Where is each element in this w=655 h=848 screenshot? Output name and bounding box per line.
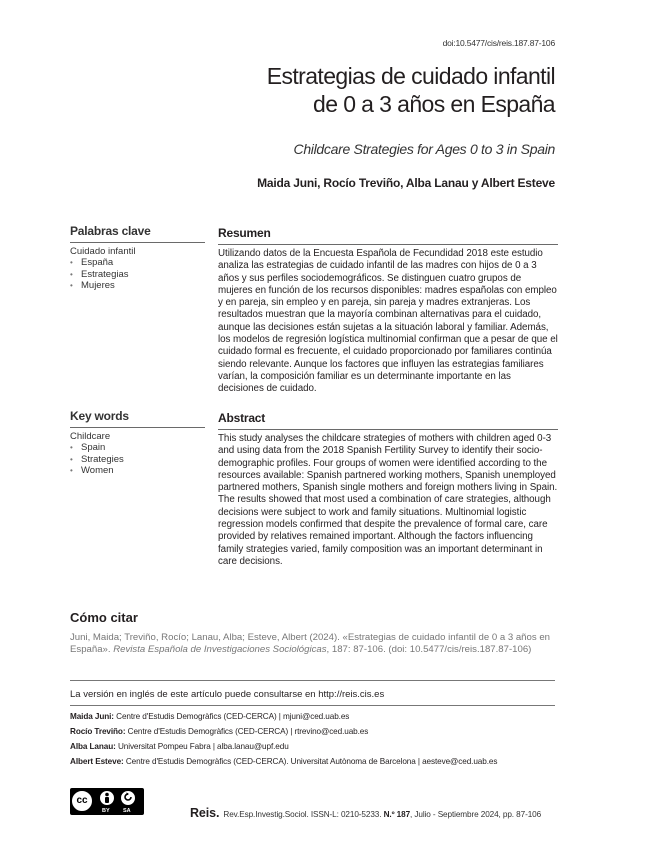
divider [218, 429, 558, 430]
affiliation [70, 712, 349, 721]
affiliation-detail: Universitat Pompeu Fabra | alba.lanau@upf.edu [117, 742, 289, 751]
affiliation-name: Maida Juni: [70, 712, 114, 721]
affiliation-detail: Centre d'Estudis Demogràfics (CED-CERCA). Universitat Autònoma de Barcelona | aesteve@ced.uab.es [125, 757, 498, 766]
affiliation [70, 757, 497, 766]
citation-text [70, 632, 560, 656]
journal-logo: Reis. [190, 806, 220, 820]
keyword-list [70, 257, 205, 292]
doi-label: doi:10.5477/cis/reis.187.87-106 [442, 38, 555, 48]
affiliation [70, 727, 368, 736]
affiliation-detail: Centre d'Estudis Demogràfics (CED-CERCA) | rtrevino@ced.uab.es [127, 727, 369, 736]
resumen-section [218, 226, 558, 396]
keyword: • España [70, 257, 205, 269]
sa-label: SA [123, 808, 131, 814]
keyword: • Spain [70, 442, 205, 454]
divider [70, 427, 205, 428]
title-line-1: Estrategias de cuidado infantil [266, 63, 555, 89]
resumen-heading: Resumen [218, 226, 271, 240]
abstract-text: This study analyses the childcare strategies of mothers with children aged 0-3 and using data from the 2018 Spanish Fertility Survey to identify their socio-demographic profiles. Four groups of women were identified according to the resources available: Spanish partnered working mothers, Spanish unemployed partnered mothers, Spanish single mothers and foreign mothers living in Spain. The results showed that most used a combination of care strategies, although decisions were subject to work and family situations. Multinomial logistic regression models confirmed that despite the prevalence of formal care, care provided by relatives remained important. Although the factors influencing family strategies varied, family composition was an important determinant in care decisions. [218, 433, 558, 567]
authors: Maida Juni, Rocío Treviño, Alba Lanau y Albert Esteve [257, 176, 555, 190]
key-words-section [70, 411, 205, 477]
keyword: Cuidado infantil [70, 245, 136, 257]
divider [218, 244, 558, 245]
citation-journal: Revista Española de Investigaciones Sociológicas [113, 644, 327, 656]
affiliation [70, 742, 289, 751]
affiliation-name: Rocío Treviño: [70, 727, 126, 736]
issue-dates: , Julio - Septiembre 2024, pp. 87-106 [410, 810, 542, 819]
citation-details: , 187: 87-106. (doi: 10.5477/cis/reis.187.87-106) [326, 644, 532, 656]
affiliation-detail: Centre d'Estudis Demogràfics (CED-CERCA) | mjuni@ced.uab.es [116, 712, 350, 721]
divider [70, 680, 555, 681]
abstract-section [218, 411, 558, 568]
keyword: • Estrategias [70, 269, 205, 281]
keyword: • Mujeres [70, 280, 205, 292]
keyword: • Strategies [70, 454, 205, 466]
palabras-clave-heading: Palabras clave [70, 224, 151, 238]
keyword: Childcare [70, 430, 111, 442]
by-label: BY [102, 808, 110, 814]
affiliation-name: Albert Esteve: [70, 757, 124, 766]
article-title [267, 62, 555, 118]
citation-authors-title: Juni, Maida; Treviño, Rocío; Lanau, Alba; Esteve, Albert (2024). «Estrategias de cuidado infantil de 0 a 3 años en España». [70, 632, 550, 656]
palabras-clave-section [70, 226, 205, 292]
divider [70, 705, 555, 706]
como-citar-heading: Cómo citar [70, 610, 138, 625]
title-line-2: de 0 a 3 años en España [313, 91, 555, 117]
journal-info: Rev.Esp.Investig.Sociol. ISSN-L: 0210-5233. [223, 810, 382, 819]
journal-footer [190, 806, 541, 820]
resumen-text: Utilizando datos de la Encuesta Española de Fecundidad 2018 este estudio analiza las estrategias de cuidado infantil de las madres con hijos de 0 a 3 años y sus perfiles sociodemográficos. Se distinguen cuatro grupos de mujeres en función de los recursos disponibles: madres españolas con empleo y en pareja, sin empleo y en pareja, sin pareja y madres extranjeras. Los resultados muestran que la mayoría combinan alternativas para el cuidado, aunque las decisiones están sujetas a la situación laboral y familiar. Además, los modelos de regresión logística multinomial confirman que a pesar de que el cuidado formal es frecuente, el cuidado proporcionado por familiares continúa siendo relevante. Aunque los factores que influyen las estrategias familiares varían, la composición familiar es un determinante importante en las decisiones de cuidado. [218, 248, 558, 395]
key-words-heading: Key words [70, 409, 129, 423]
english-version-note: La versión en inglés de este artículo puede consultarse en http://reis.cis.es [70, 689, 385, 700]
cc-icon: cc [71, 790, 93, 812]
person-icon [99, 790, 115, 806]
divider [70, 242, 205, 243]
issue-number: N.º 187 [383, 810, 411, 819]
english-title: Childcare Strategies for Ages 0 to 3 in Spain [293, 141, 555, 157]
keyword: • Women [70, 465, 205, 477]
cc-license-badge[interactable] [70, 788, 144, 815]
abstract-heading: Abstract [218, 411, 266, 425]
keyword-list [70, 442, 205, 477]
affiliation-name: Alba Lanau: [70, 742, 116, 751]
share-alike-icon [120, 790, 136, 806]
